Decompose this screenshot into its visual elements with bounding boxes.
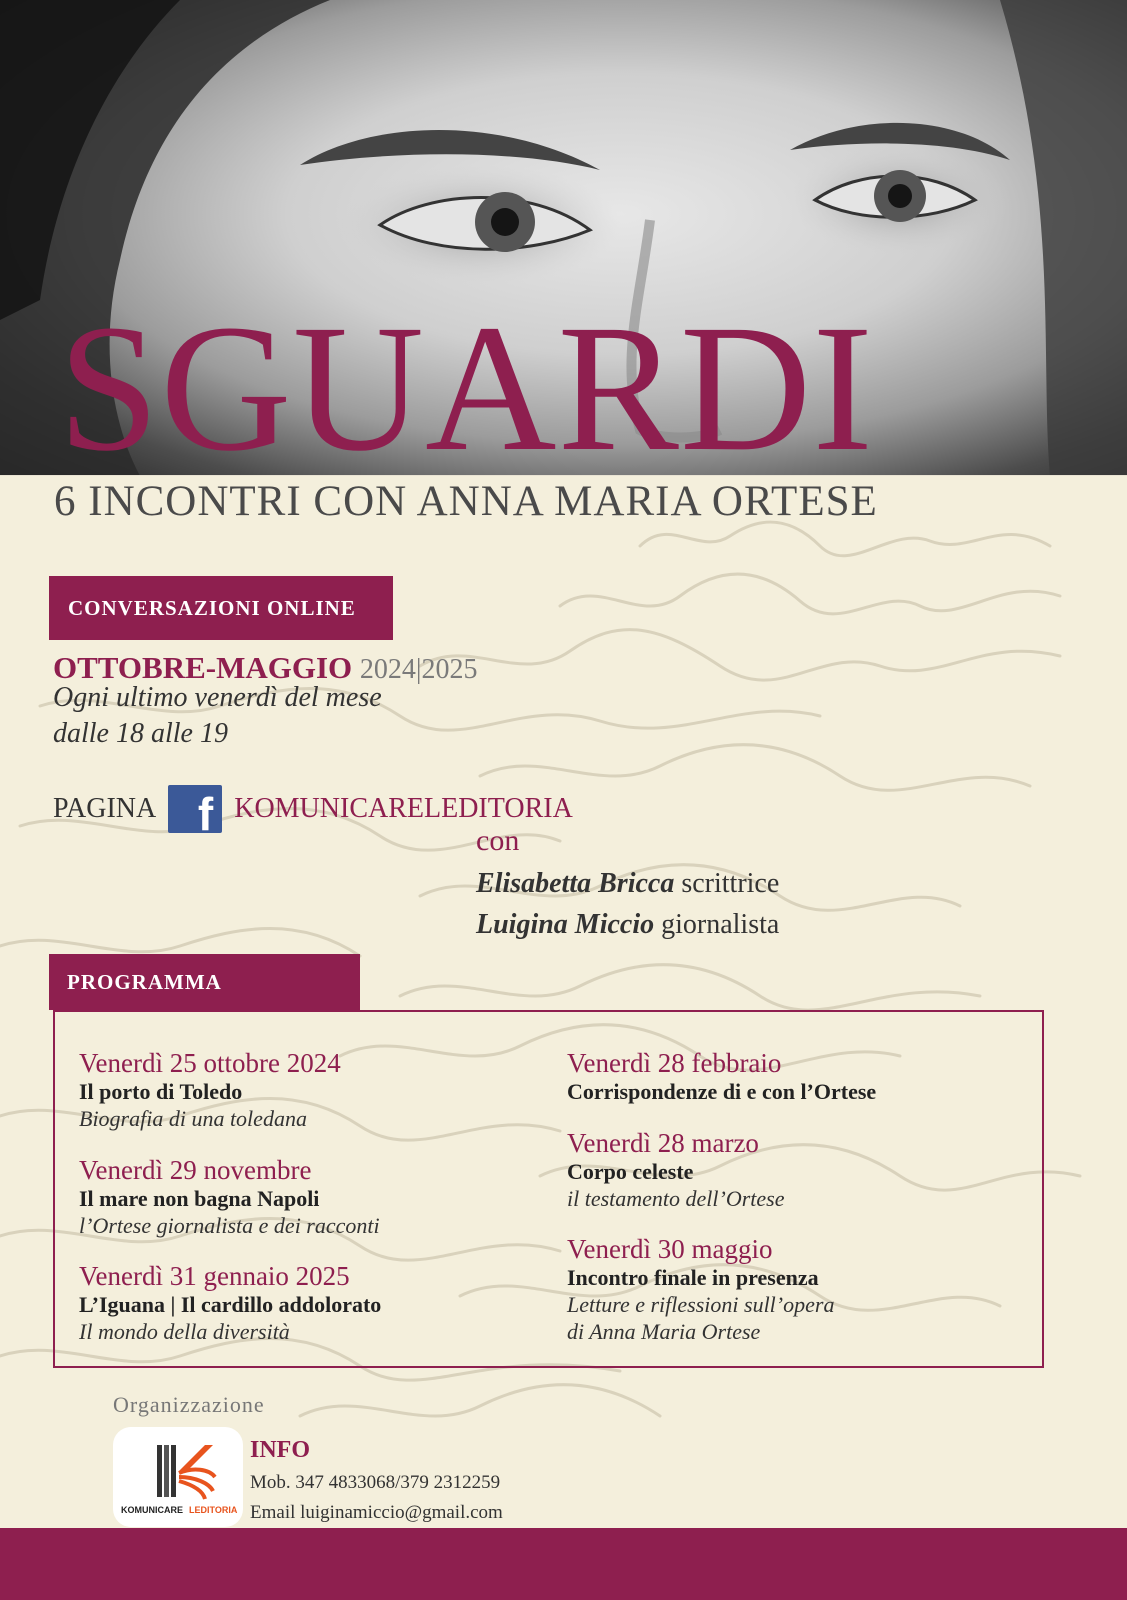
event-title: Corrispondenze di e con l’Ortese [567, 1079, 877, 1104]
online-conversations-tag: CONVERSAZIONI ONLINE [49, 576, 393, 640]
poster-subtitle: 6 INCONTRI CON ANNA MARIA ORTESE [54, 478, 878, 525]
event-subtitle: il testamento dell’Ortese [567, 1186, 785, 1211]
program-event [79, 1048, 341, 1132]
program-event [79, 1155, 380, 1239]
program-event [79, 1261, 381, 1345]
pagina-label: PAGINA [53, 793, 157, 824]
schedule-line-1: Ogni ultimo venerdì del mese [53, 682, 382, 713]
event-date: Venerdì 28 marzo [567, 1128, 759, 1158]
guest-role: scrittrice [681, 868, 780, 899]
event-title: L’Iguana | Il cardillo addolorato [79, 1292, 382, 1317]
event-date: Venerdì 28 febbraio [567, 1048, 782, 1078]
program-box [53, 1010, 1044, 1368]
organization-label: Organizzazione [113, 1392, 265, 1417]
event-date: Venerdì 31 gennaio 2025 [79, 1261, 350, 1291]
event-title: Corpo celeste [567, 1159, 694, 1184]
guests-intro: con [476, 824, 520, 857]
footer-bar [0, 1528, 1127, 1600]
schedule-line-2: dalle 18 alle 19 [53, 718, 228, 749]
program-event [567, 1048, 876, 1105]
poster-title: SGUARDI [58, 288, 874, 489]
event-subtitle: l’Ortese giornalista e dei racconti [79, 1213, 380, 1238]
guest-line [476, 909, 779, 941]
program-event [567, 1234, 834, 1345]
event-subtitle: Biografia di una toledana [79, 1106, 307, 1131]
logo-text-accent: LEDITORIA [189, 1505, 238, 1515]
contact-email: Email luiginamiccio@gmail.com [250, 1502, 503, 1523]
contact-phone: Mob. 347 4833068/379 2312259 [250, 1472, 501, 1493]
program-event [567, 1128, 785, 1212]
event-date: Venerdì 25 ottobre 2024 [79, 1048, 341, 1078]
logo-text: KOMUNICARE [121, 1505, 183, 1515]
period-months: OTTOBRE-MAGGIO [53, 650, 353, 685]
event-subtitle: Il mondo della diversità [79, 1319, 290, 1344]
event-subtitle: di Anna Maria Ortese [567, 1319, 761, 1344]
komunicare-logo [113, 1427, 243, 1527]
event-title: Il mare non bagna Napoli [79, 1186, 320, 1211]
event-date: Venerdì 30 maggio [567, 1234, 773, 1264]
period-years: 2024|2025 [359, 654, 478, 685]
facebook-page-name: KOMUNICARELEDITORIA [234, 793, 573, 824]
guest-name: Luigina Miccio [476, 909, 655, 940]
info-title: INFO [250, 1437, 310, 1463]
event-date: Venerdì 29 novembre [79, 1155, 312, 1185]
program-tag: PROGRAMMA [49, 954, 360, 1010]
guest-role: giornalista [661, 909, 780, 940]
guest-line [476, 868, 779, 900]
event-title: Incontro finale in presenza [567, 1265, 819, 1290]
guest-name: Elisabetta Bricca [476, 868, 675, 899]
facebook-icon: f [168, 785, 222, 833]
event-title: Il porto di Toledo [79, 1079, 243, 1104]
event-subtitle: Letture e riflessioni sull’opera [567, 1292, 835, 1317]
